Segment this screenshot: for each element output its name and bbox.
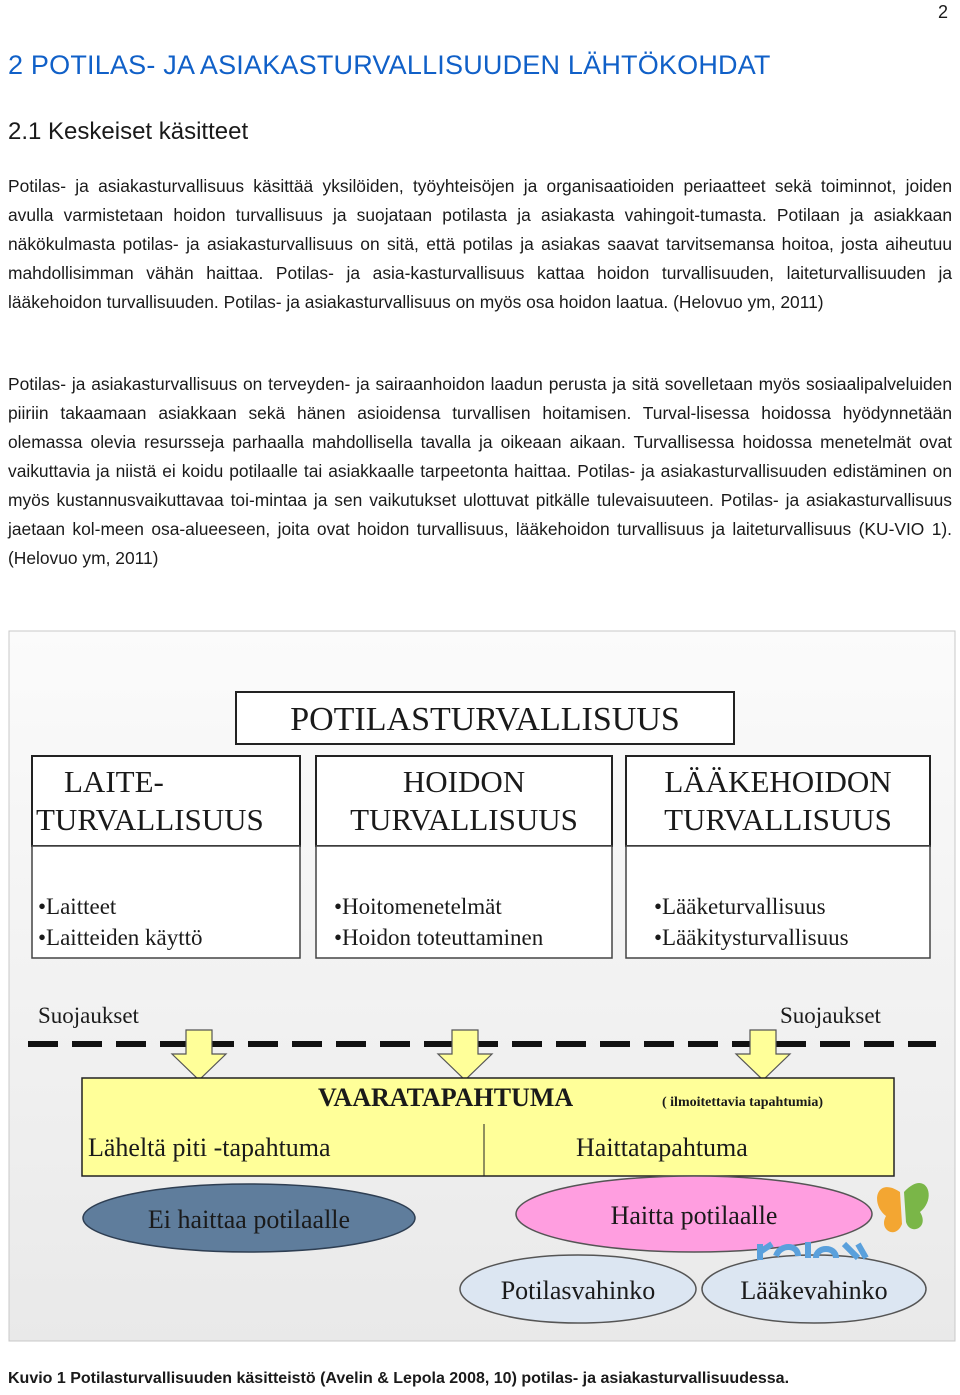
paragraph-1: Potilas- ja asiakasturvallisuus käsittää yksilöiden, työyhteisöjen ja organisaatioiden periaatteet sekä toiminnot, joiden avulla varmistetaan hoidon turvallisuus ja suojataan potilasta ja asiakasta vahingoit-tumasta. Potilaan ja asiakkaan näkökulmasta potilas- ja asiakasturvallisuus on sitä, että potilas ja asiakas saavat tarvitsemansa hoitoa, josta aiheutuu mahdollisimman vähän haittaa. Potilas- ja asia-kasturvallisuus kattaa hoidon turvallisuuden, laiteturvallisuuden ja lääkehoidon turvallisuuden. Potilas- ja asiakasturvallisuus on myös osa hoidon laatua. (Helovuo ym, 2011) <box>8 176 952 312</box>
care-item-1: •Hoitomenetelmät <box>334 894 502 919</box>
medication-item-1: •Lääketurvallisuus <box>654 894 826 919</box>
adverse-event-title: VAARATAPAHTUMA <box>318 1083 574 1112</box>
no-harm-label: Ei haittaa potilaalle <box>147 1205 351 1234</box>
medication-heading-line2: TURVALLISUUS <box>664 802 892 837</box>
device-heading-line1: LAITE- <box>64 764 164 799</box>
device-item-2: •Laitteiden käyttö <box>38 925 203 950</box>
drug-injury-label: Lääkevahinko <box>740 1276 888 1305</box>
patient-injury-label: Potilasvahinko <box>500 1276 656 1305</box>
figure-caption: Kuvio 1 Potilasturvallisuuden käsitteistö (Avelin & Lepola 2008, 10) potilas- ja asiakasturvallisuudessa. <box>8 1370 790 1387</box>
adverse-event-label: Haittatapahtuma <box>576 1133 748 1162</box>
section-heading: 2.1 Keskeiset käsitteet <box>8 118 249 145</box>
harm-label: Haitta potilaalle <box>610 1201 778 1230</box>
device-item-1: •Laitteet <box>38 894 117 919</box>
page-number: 2 <box>937 2 948 22</box>
adverse-event-note: ( ilmoitettavia tapahtumia) <box>662 1095 823 1110</box>
care-heading-line1: HOIDON <box>402 764 526 799</box>
care-item-2: •Hoidon toteuttaminen <box>334 925 544 950</box>
device-heading-line2: TURVALLISUUS <box>36 802 264 837</box>
medication-item-2: •Lääkitysturvallisuus <box>654 925 849 950</box>
medication-heading-line1: LÄÄKEHOIDON <box>664 764 892 799</box>
chapter-heading: 2 POTILAS- JA ASIAKASTURVALLISUUDEN LÄHTÖKOHDAT <box>8 50 771 80</box>
figure-patient-safety-concepts <box>8 630 956 1342</box>
figure-title: POTILASTURVALLISUUS <box>290 701 680 738</box>
paragraph-2: Potilas- ja asiakasturvallisuus on terveyden- ja sairaanhoidon laadun perusta ja sitä sovelletaan myös sosiaalipalveluiden piiriin takaamaan asiakkaan sekä hänen asioidensa turvallisen hoitamisen. Turval-lisessa hoidossa hyödynnetään olemassa olevia resursseja parhaalla mahdollisella tavalla ja oikeaan aikaan. Turvallisessa hoidossa menetelmät ovat vaikuttavia ja niistä ei koidu potilaalle tai asiakkaalle tarpeetonta haittaa. Potilas- ja asiakasturvallisuuden edistäminen on myös kustannusvaikuttavaa toi-mintaa ja sen vaikutukset ulottuvat pitkälle tulevaisuuteen. Potilas- ja asiakasturvallisuus jaetaan kol-meen osa-alueeseen, joita ovat hoidon turvallisuus, lääkehoidon turvallisuus ja laiteturvallisuus (KU-VIO 1). (Helovuo ym, 2011) <box>8 374 952 568</box>
safeguards-right-label: Suojaukset <box>780 1003 881 1028</box>
safeguards-left-label: Suojaukset <box>38 1003 139 1028</box>
care-heading-line2: TURVALLISUUS <box>350 802 578 837</box>
near-miss-label: Läheltä piti -tapahtuma <box>88 1133 331 1162</box>
